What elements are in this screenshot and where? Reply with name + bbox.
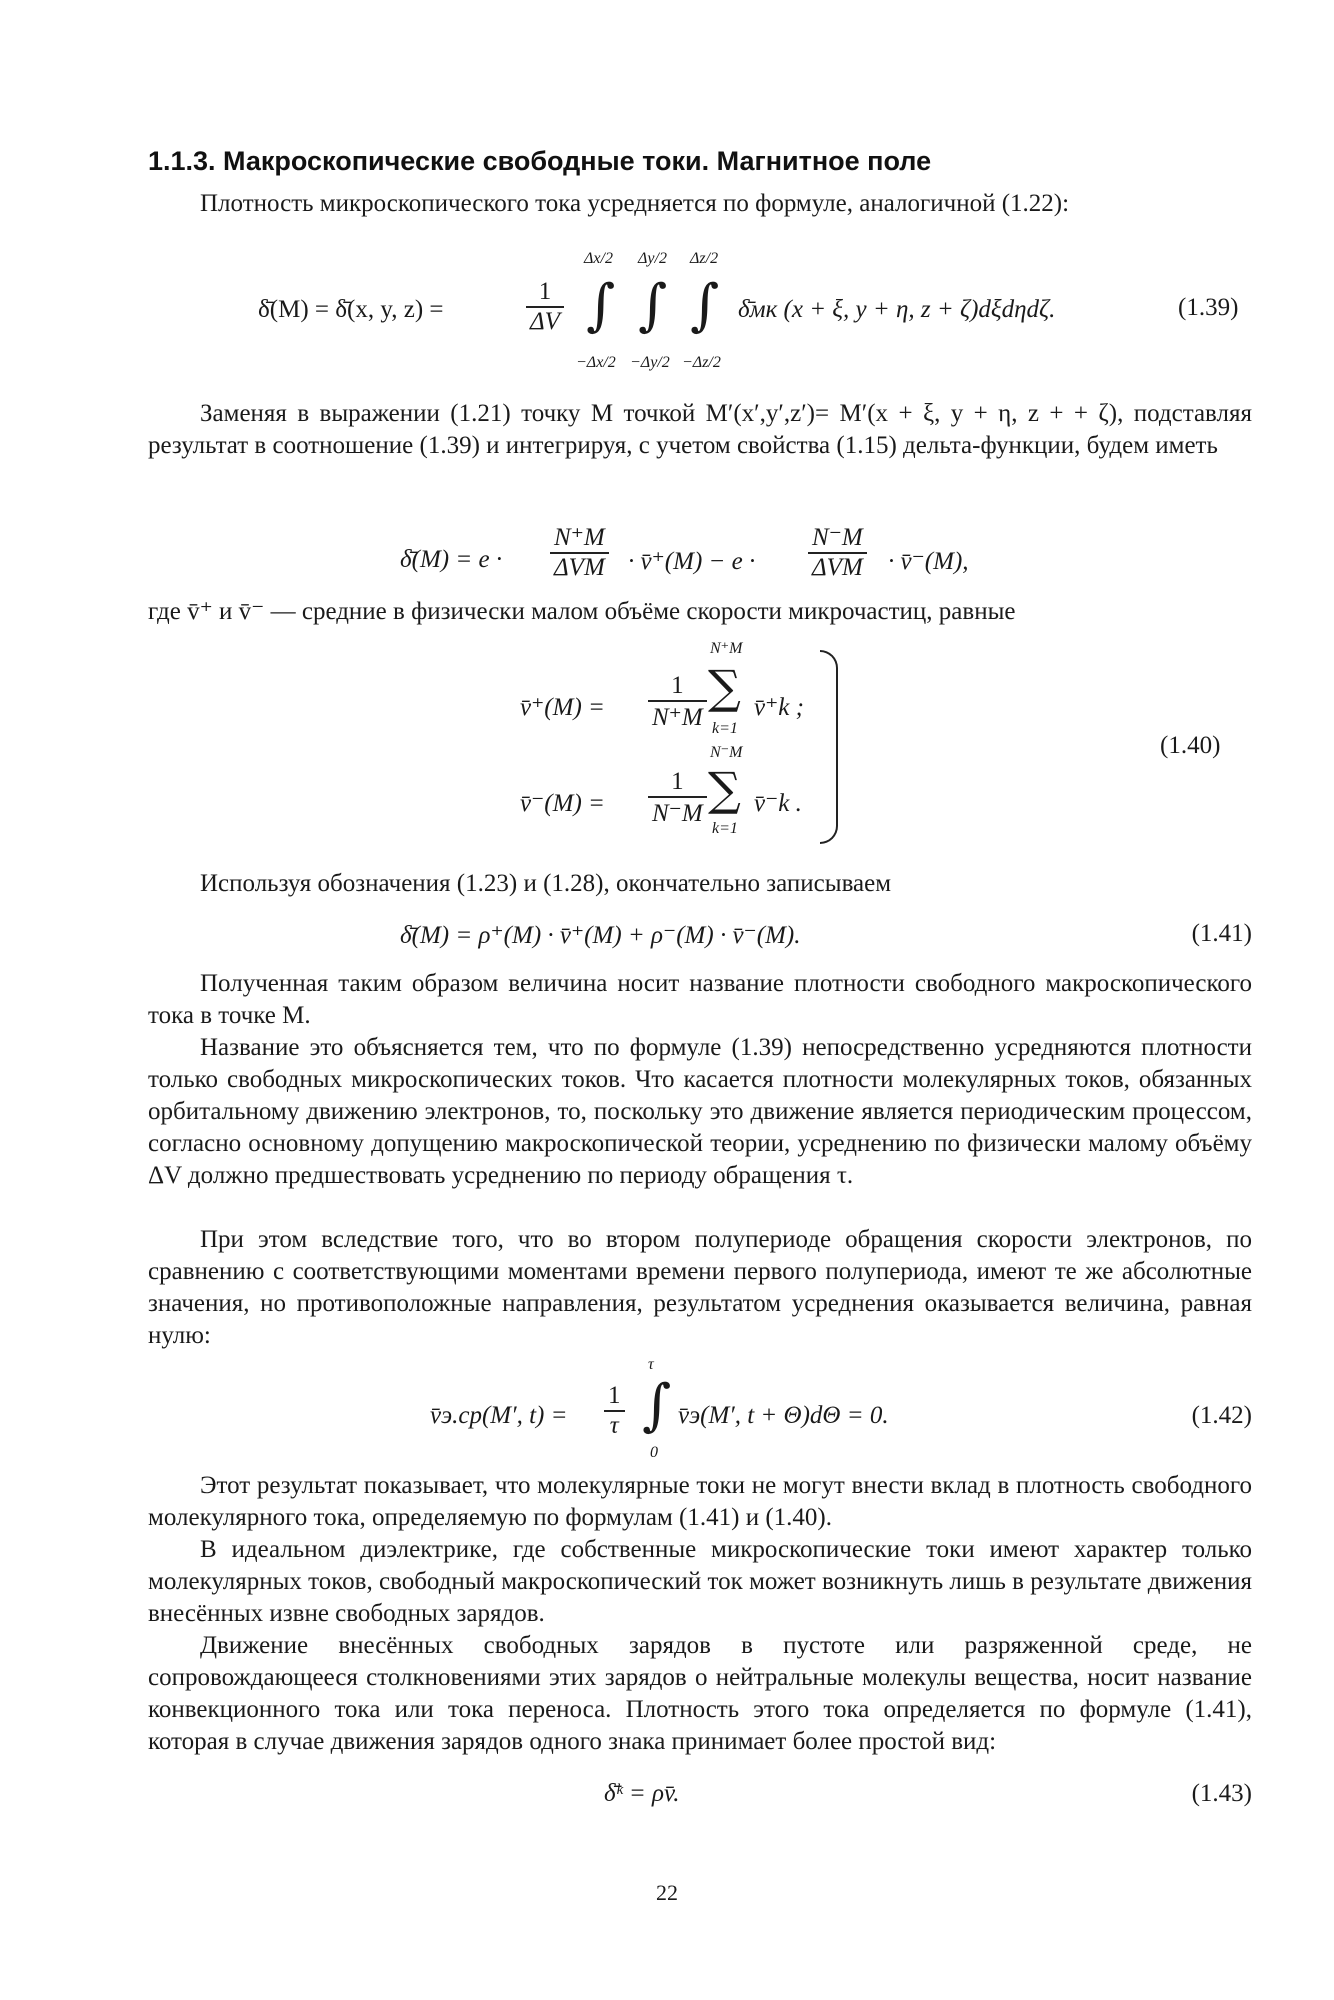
section-heading: 1.1.3. Макроскопические свободные токи. Магнитное поле (148, 146, 932, 176)
integral-sign-4: ∫ (642, 1373, 672, 1438)
eqmid-den-1: ΔVM (554, 554, 605, 581)
integral-sign-1: ∫ (586, 273, 616, 338)
eq139-lhs: δ̄(M) = δ̄(x, y, z) = (258, 296, 444, 323)
eq140-line2-fraction (648, 768, 707, 828)
paragraph-8-text: Этот результат показывает, что молекулярные токи не могут внести вклад в плотность свободного молекулярного тока, определяемую по формулам (1.41) и (1.40). (148, 1472, 1252, 1531)
paragraph-9 (148, 1534, 1252, 1630)
eq139-integrand: δ̄мк (x + ξ, y + η, z + ζ)dξdηdζ. (738, 296, 1056, 323)
eq143-number: (1.43) (1191, 1780, 1252, 1807)
eq140-line2-num: 1 (648, 768, 707, 798)
paragraph-4 (148, 868, 1252, 900)
eq139-lower-limit-2: −Δy/2 (630, 354, 670, 371)
eq142-coefficient (604, 1382, 625, 1440)
integral-sign-3: ∫ (690, 273, 720, 338)
eq140-line1-sum-upper: N⁺M (710, 640, 743, 657)
paragraph-3 (148, 596, 1252, 628)
eqmid-den-2: ΔVM (812, 554, 863, 581)
eq139-upper-limit-1: Δx/2 (584, 250, 613, 267)
paragraph-1-text: Плотность микроскопического тока усредняется по формуле, аналогичной (1.22): (200, 190, 1070, 217)
paragraph-6-text: Название это объясняется тем, что по формуле (1.39) непосредственно усредняются плотности только свободных микроскопических токов. Что касается плотности молекулярных токов, обязанных орбитальному движению электронов, то, поскольку это движение является периодическим процессом, согласно основному допущению макроскопической теории, усреднению по физически малому объёму ΔV должно предшествовать усреднению по периоду обращения τ. (148, 1034, 1252, 1189)
sum-sign-2: ∑ (708, 762, 741, 816)
eq139-lower-limit-1: −Δx/2 (576, 354, 616, 371)
eq142-number: (1.42) (1191, 1402, 1252, 1429)
equation-1-41 (148, 916, 1252, 956)
equation-1-39 (258, 250, 1238, 380)
eq142-integrand: v̄э(M′, t + Θ)dΘ = 0. (678, 1402, 889, 1429)
equation-delta-m (400, 512, 1040, 602)
sum-sign-1: ∑ (708, 660, 741, 714)
eq140-number: (1.40) (1160, 732, 1221, 759)
eq141-number: (1.41) (1191, 920, 1252, 947)
equation-1-42 (148, 1356, 1252, 1466)
eq140-line1-den: N⁺M (652, 704, 703, 731)
eq139-lower-limit-3: −Δz/2 (682, 354, 721, 371)
eq142-upper-limit: τ (648, 1356, 654, 1373)
paragraph-1 (148, 188, 1252, 220)
eq142-lhs: v̄э.ср(M′, t) = (430, 1402, 568, 1429)
integral-sign-2: ∫ (638, 273, 668, 338)
paragraph-4-text: Используя обозначения (1.23) и (1.28), окончательно записываем (200, 870, 892, 897)
eq140-line1-num: 1 (648, 672, 707, 702)
paragraph-7 (148, 1224, 1252, 1352)
eq143-text: δ̄ᵏ = ρv̄. (604, 1780, 680, 1807)
eqmid-fraction-2 (808, 522, 867, 582)
paragraph-5-text: Полученная таким образом величина носит название плотности свободного макроскопического тока в точке M. (148, 970, 1252, 1029)
eq139-upper-limit-2: Δy/2 (638, 250, 667, 267)
eq142-lower-limit: 0 (650, 1444, 658, 1461)
eq142-coef-numerator: 1 (604, 1382, 625, 1412)
paragraph-5 (148, 968, 1252, 1032)
eq140-line2-den: N⁻M (652, 800, 703, 827)
eqmid-num-2: N⁻M (808, 522, 867, 554)
equation-1-40 (520, 640, 1240, 860)
eq139-number: (1.39) (1178, 294, 1239, 321)
eq139-coef-numerator: 1 (526, 278, 564, 308)
eq140-line2-lhs: v̄⁻(M) = (520, 790, 605, 817)
eq139-upper-limit-3: Δz/2 (690, 250, 719, 267)
eqmid-num-1: N⁺M (550, 522, 609, 554)
eq141-text: δ̄(M) = ρ⁺(M) · v̄⁺(M) + ρ⁻(M) · v̄⁻(M). (400, 922, 801, 949)
paragraph-6 (148, 1032, 1252, 1192)
eq142-coef-denominator: τ (609, 1412, 619, 1439)
eq139-coef-denominator: ΔV (530, 308, 560, 335)
paragraph-10-text: Движение внесённых свободных зарядов в пустоте или разряженной среде, не сопровождающееся столкновениями этих зарядов о нейтральные молекулы вещества, носит название конвекционного тока или тока переноса. Плотность этого тока определяется по формуле (1.41), которая в случае движения зарядов одного знака принимает более простой вид: (148, 1632, 1252, 1755)
eqmid-middle: · v̄⁺(M) − e · (628, 548, 756, 575)
eq140-line1-fraction (648, 672, 707, 732)
eq139-coefficient (526, 278, 564, 336)
paragraph-10 (148, 1630, 1252, 1758)
eq140-line2-term: v̄⁻k . (754, 790, 802, 817)
eq140-line2-sum-upper: N⁻M (710, 744, 743, 761)
paragraph-2-text: Заменяя в выражении (1.21) точку M точкой M′(x′,y′,z′)= M′(x + ξ, y + η, z + + ζ), подставляя результат в соотношение (1.39) и интегрируя, с учетом свойства (1.15) дельта-функции, будем иметь (148, 400, 1252, 459)
eqmid-tail: · v̄⁻(M), (888, 548, 969, 575)
equation-1-43 (148, 1776, 1252, 1816)
paragraph-9-text: В идеальном диэлектрике, где собственные микроскопические токи имеют характер только молекулярных токов, свободный макроскопический ток может возникнуть лишь в результате движения внесённых извне свободных зарядов. (148, 1536, 1252, 1627)
paragraph-3-text: где v̄⁺ и v̄⁻ — средние в физически малом объёме скорости микрочастиц, равные (148, 598, 1016, 625)
page-number: 22 (656, 1880, 678, 1905)
paragraph-7-text: При этом вследствие того, что во втором полупериоде обращения скорости электронов, по сравнению с соответствующими моментами времени первого полупериода, имеют те же абсолютные значения, но противоположные направления, результатом усреднения оказывается величина, равная нулю: (148, 1226, 1252, 1349)
paragraph-2 (148, 398, 1252, 462)
eq140-line1-sum-lower: k=1 (712, 720, 738, 737)
eqmid-lhs: δ̄(M) = e · (400, 546, 503, 573)
paragraph-8 (148, 1470, 1252, 1534)
eqmid-fraction-1 (550, 522, 609, 582)
right-brace (820, 650, 838, 844)
eq140-line1-term: v̄⁺k ; (754, 694, 804, 721)
eq140-line1-lhs: v̄⁺(M) = (520, 694, 605, 721)
eq140-line2-sum-lower: k=1 (712, 820, 738, 837)
